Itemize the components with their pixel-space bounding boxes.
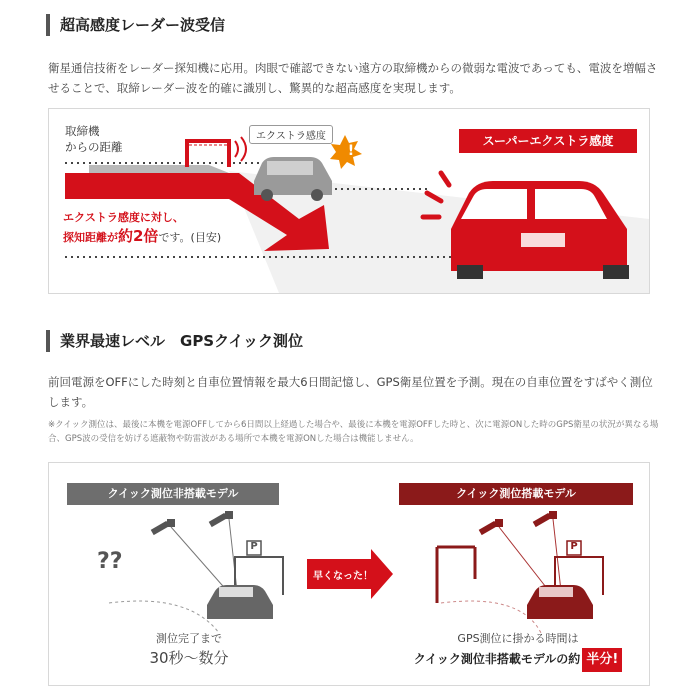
section1-description: 衛星通信技術をレーダー探知機に応用。肉眼で確認できない遠方の取締機からの微弱な電波であっても、電波を増幅させることで、取締レーダー波を的確に識別し、驚異的な超高感度を実現します。 [48,61,658,95]
parking-sign-right: P [570,541,578,552]
section2-title: 業界最速レベル GPSクイック測位 [46,330,303,352]
distance-label: 取締機 からの距離 [65,124,123,154]
right-model-label: クイック測位搭載モデル [399,483,633,505]
gps-comparison-diagram [48,462,650,686]
red-car-icon [451,181,629,279]
red-car-icon [527,585,593,619]
super-extra-sensitivity-badge: スーパーエクストラ感度 [459,129,637,153]
radar-diagram [48,108,650,294]
faster-arrow-label: 早くなった！ [313,571,373,582]
satellite-icon [151,511,233,535]
satellite-icon [479,511,557,535]
left-caption: 測位完了まで 30秒〜数分 [149,632,229,667]
gray-car-icon [207,585,273,619]
quick-positioning-note: ※クイック測位は、最後に本機を電源OFFしてから6日間以上経過した場合や、最後に本機を電源OFFした時と、次に電源ONした時のGPS衛星の状況が異なる場合、GPS波の受信を妨げる遮蔽物や防雷波がある場所で本機を電源ONした場合は機能しません。 [48,420,659,444]
question-marks: ?? [97,549,123,574]
alert-symbol: ! [347,143,355,159]
left-model-label: クイック測位非搭載モデル [67,483,279,505]
gate-icon [437,547,475,603]
parking-sign-left: P [250,541,258,552]
double-distance-emphasis: 約2倍 [118,227,159,245]
half-time-emphasis: 半分! [582,648,622,672]
extra-sensitivity-badge: エクストラ感度 [249,125,333,144]
radar-gantry [185,139,231,143]
right-caption: GPS測位に掛かる時間は クイック測位非搭載モデルの約 半分! [393,631,643,672]
section1-title: 超高感度レーダー波受信 [46,14,225,36]
detection-distance-caption: エクストラ感度に対し、 探知距離が約2倍です。(目安) [63,211,222,245]
gray-car-icon [254,157,332,201]
section2-description: 前回電源をOFFにした時刻と自車位置情報を最大6日間記憶し、GPS衛星位置を予測。現在の自車位置をすばやく測位します。 [48,375,653,409]
radio-wave-icon [235,141,238,157]
